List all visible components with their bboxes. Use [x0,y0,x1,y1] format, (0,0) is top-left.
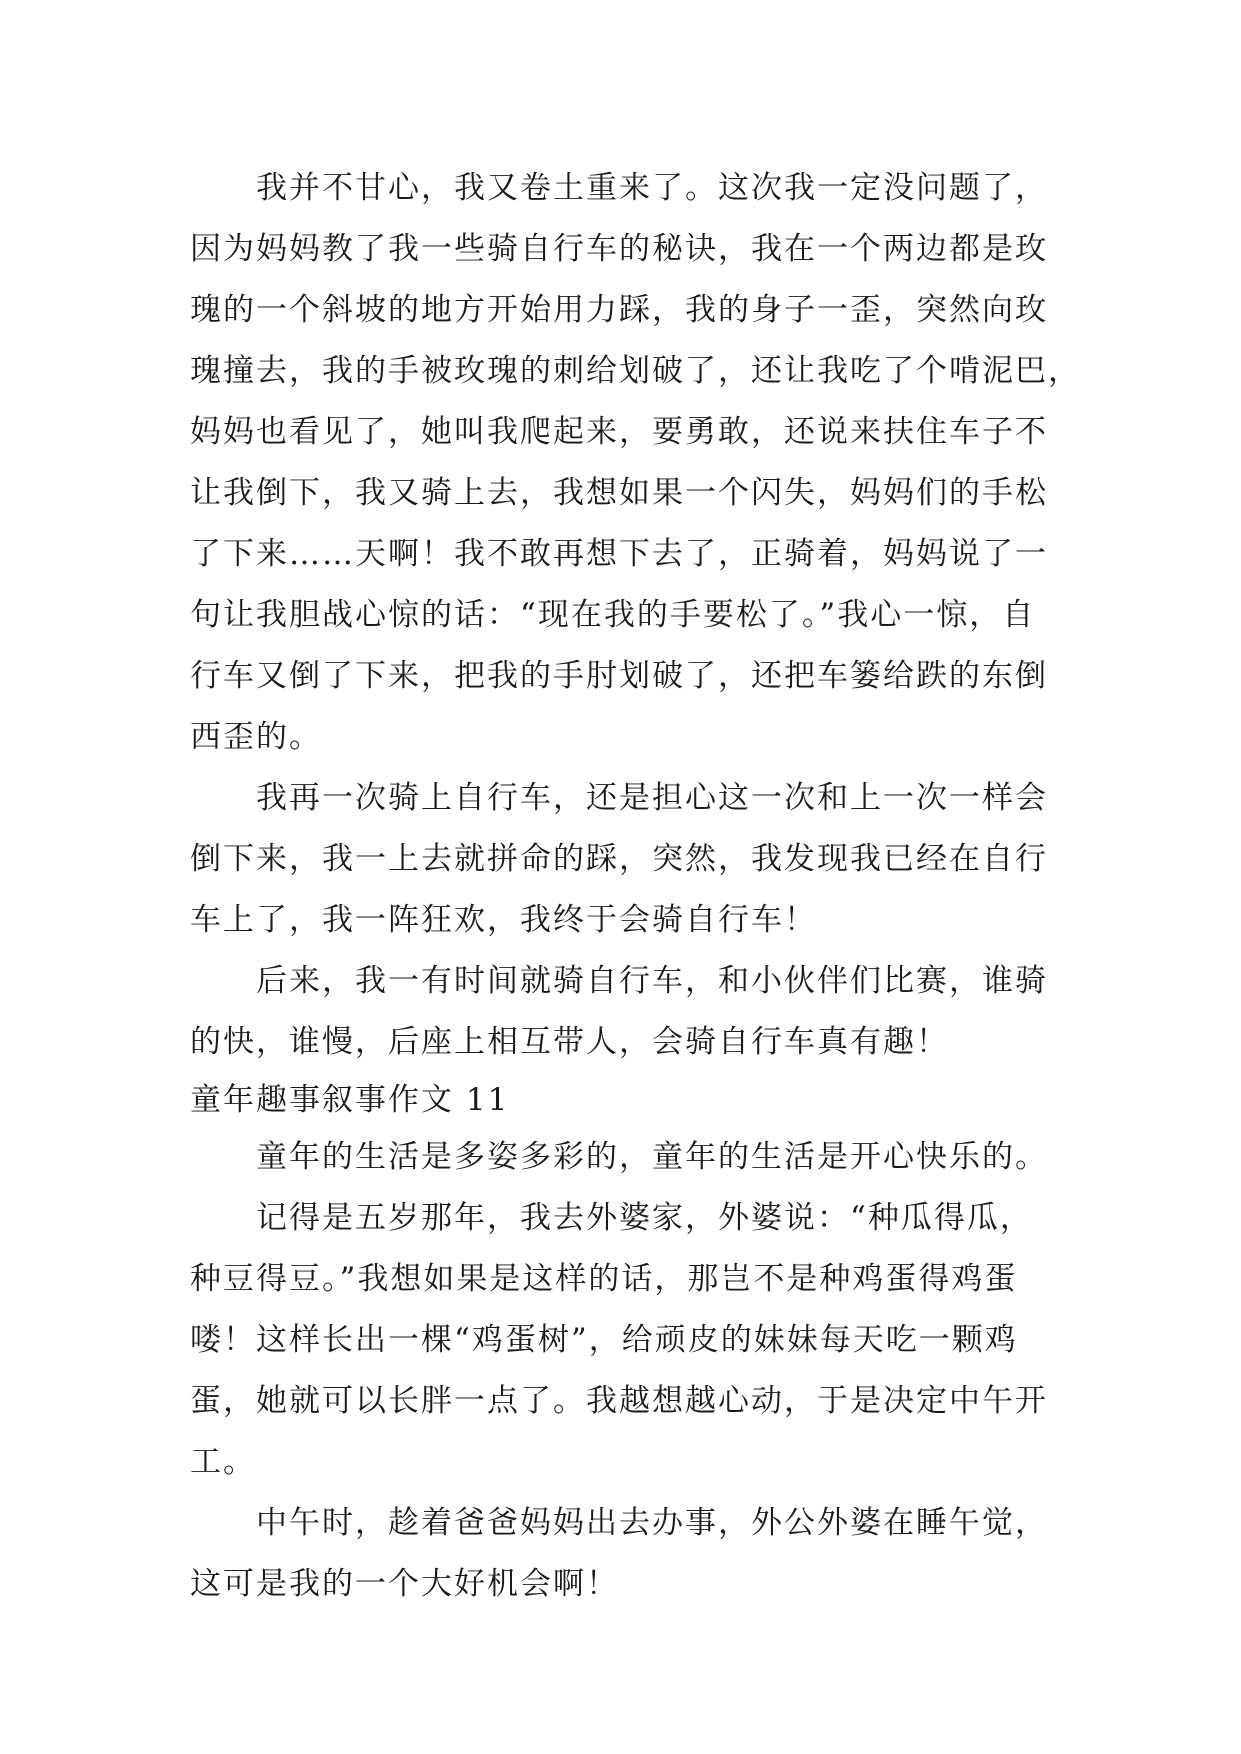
paragraph-line: 西歪的。 [190,719,322,755]
paragraph-line: 因为妈妈教了我一些骑自行车的秘诀，我在一个两边都是玫 [190,231,1048,267]
paragraph-line: 蛋，她就可以长胖一点了。我越想越心动，于是决定中午开 [190,1383,1048,1419]
paragraph-line: 瑰的一个斜坡的地方开始用力踩，我的身子一歪，突然向玫 [190,292,1048,328]
paragraph-line: 这可是我的一个大好机会啊！ [190,1566,619,1602]
paragraph-line: 我并不甘心，我又卷土重来了。这次我一定没问题了， [256,170,1048,206]
paragraph-line: 妈妈也看见了，她叫我爬起来，要勇敢，还说来扶住车子不 [190,414,1048,450]
paragraph-line: 行车又倒了下来，把我的手肘划破了，还把车篓给跌的东倒 [190,658,1048,694]
paragraph-line: 喽！这样长出一棵“鸡蛋树”，给顽皮的妹妹每天吃一颗鸡 [190,1322,1018,1358]
paragraph-line: 让我倒下，我又骑上去，我想如果一个闪失，妈妈们的手松 [190,475,1048,511]
paragraph-line: 我再一次骑上自行车，还是担心这一次和上一次一样会 [256,780,1048,816]
paragraph-line: 工。 [190,1444,256,1480]
paragraph-line: 了下来……天啊！我不敢再想下去了，正骑着，妈妈说了一 [190,536,1048,572]
body-text [190,158,1081,1615]
paragraph-line: 记得是五岁那年，我去外婆家，外婆说：“种瓜得瓜， [256,1200,1033,1236]
paragraph-line: 童年的生活是多姿多彩的，童年的生活是开心快乐的。 [256,1139,1048,1175]
paragraph-line: 后来，我一有时间就骑自行车，和小伙伴们比赛，谁骑 [256,963,1048,999]
paragraph-line: 倒下来，我一上去就拼命的踩，突然，我发现我已经在自行 [190,841,1048,877]
paragraph-line: 种豆得豆。”我想如果是这样的话，那岂不是种鸡蛋得鸡蛋 [190,1261,1018,1297]
paragraph-line: 瑰撞去，我的手被玫瑰的刺给划破了，还让我吃了个啃泥巴， [190,353,1081,389]
paragraph-line: 的快，谁慢，后座上相互带人，会骑自行车真有趣！ [190,1024,949,1060]
section-heading: 童年趣事叙事作文 11 [190,1082,510,1118]
paragraph-line: 中午时，趁着爸爸妈妈出去办事，外公外婆在睡午觉， [256,1505,1048,1541]
paragraph-line: 句让我胆战心惊的话：“现在我的手要松了。”我心一惊，自 [190,597,1036,633]
paragraph-line: 车上了，我一阵狂欢，我终于会骑自行车！ [190,902,817,938]
